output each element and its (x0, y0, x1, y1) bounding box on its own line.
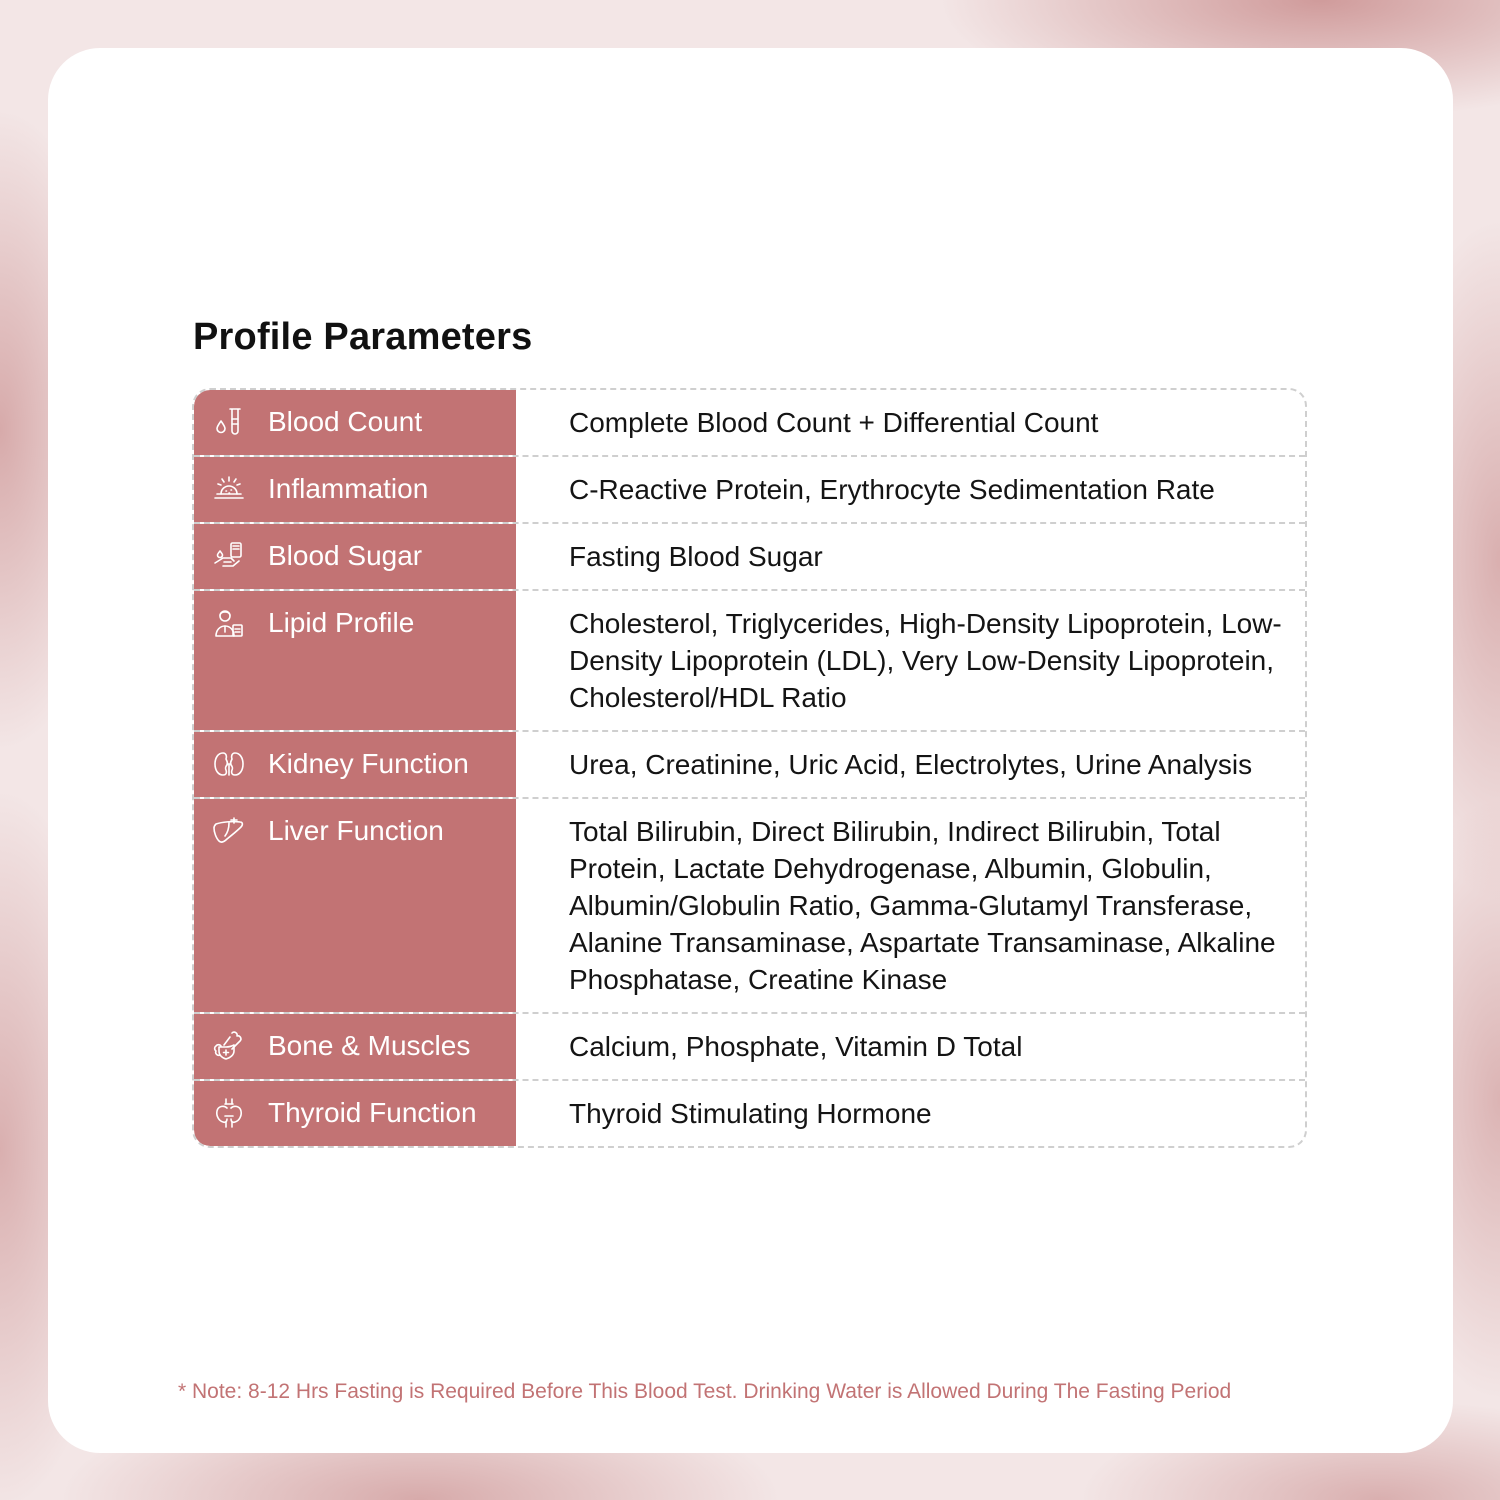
table-row-thyroid-function (194, 1079, 1305, 1146)
category-label: Kidney Function (268, 748, 469, 779)
table-row-blood-sugar (194, 522, 1305, 589)
category-label: Inflammation (268, 473, 429, 504)
tests-cell: Thyroid Stimulating Hormone (569, 1098, 932, 1129)
tests-cell: Total Bilirubin, Direct Bilirubin, Indirect Bilirubin, Total Protein, Lactate Dehydrogenase, Albumin, Globulin, Albumin/Globulin Ratio, Gamma-Glutamyl Transferase, Alanine Transaminase, Aspartate Transaminase, Alkaline Phosphatase, Creatine Kinase (569, 816, 1276, 995)
category-cell (194, 799, 516, 1012)
fasting-note: * Note: 8-12 Hrs Fasting is Required Before This Blood Test. Drinking Water is Allowed During The Fasting Period (178, 1380, 1232, 1403)
glucometer-finger-icon (212, 539, 246, 573)
thyroid-icon (212, 1096, 246, 1130)
category-cell (194, 591, 516, 730)
category-cell (194, 390, 516, 455)
tests-cell: C-Reactive Protein, Erythrocyte Sedimentation Rate (569, 474, 1215, 505)
category-label: Blood Count (268, 406, 423, 437)
tests-cell: Cholesterol, Triglycerides, High-Density Lipoprotein, Low-Density Lipoprotein (LDL), Very Low-Density Lipoprotein, Cholesterol/HDL Ratio (569, 608, 1282, 713)
table-row-liver-function (194, 797, 1305, 1012)
category-cell (194, 1081, 516, 1146)
doctor-report-icon (212, 606, 246, 640)
table-row-inflammation (194, 455, 1305, 522)
category-label: Blood Sugar (268, 540, 423, 571)
table-row-lipid-profile (194, 589, 1305, 730)
inflamed-skin-icon (212, 472, 246, 506)
parameters-table (192, 388, 1307, 1148)
table-row-blood-count (194, 390, 1305, 455)
category-cell (194, 524, 516, 589)
test-tube-drop-icon (212, 405, 246, 439)
category-cell (194, 1014, 516, 1079)
page-title: Profile Parameters (193, 316, 533, 358)
tests-cell: Fasting Blood Sugar (569, 541, 823, 572)
tests-cell: Urea, Creatinine, Uric Acid, Electrolytes, Urine Analysis (569, 749, 1253, 780)
kidneys-icon (212, 747, 246, 781)
category-label: Lipid Profile (268, 607, 415, 638)
liver-icon (212, 814, 246, 848)
category-label: Liver Function (268, 815, 444, 846)
table-row-kidney-function (194, 730, 1305, 797)
category-label: Thyroid Function (268, 1097, 477, 1128)
category-label: Bone & Muscles (268, 1030, 471, 1061)
category-cell (194, 732, 516, 797)
tests-cell: Complete Blood Count + Differential Count (569, 407, 1099, 438)
table-row-bone-muscles (194, 1012, 1305, 1079)
bone-shield-icon (212, 1029, 246, 1063)
tests-cell: Calcium, Phosphate, Vitamin D Total (569, 1031, 1023, 1062)
category-cell (194, 457, 516, 522)
